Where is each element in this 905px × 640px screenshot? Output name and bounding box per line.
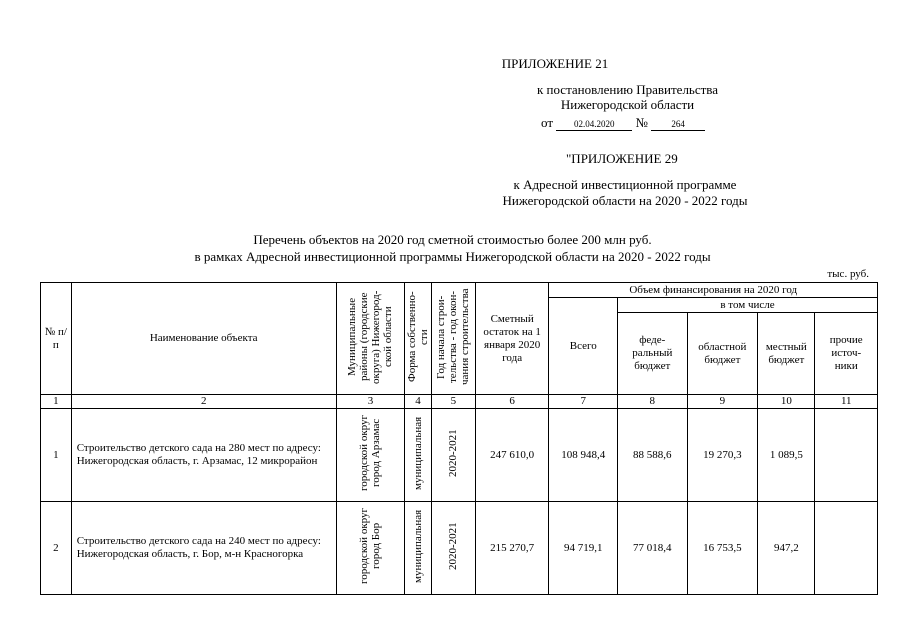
row-district-text: городской округ город Бор <box>358 507 383 585</box>
program-line-2: Нижегородской области на 2020 - 2022 годы <box>502 193 748 208</box>
header-district-text: Муниципальные районы (городские округа) Нижегород-ской области <box>346 289 395 384</box>
appendix-29-title: "ПРИЛОЖЕНИЕ 29 <box>566 151 678 166</box>
row-num: 1 <box>41 409 72 502</box>
row-district <box>336 502 405 595</box>
col-number: 5 <box>431 395 475 409</box>
col-number: 3 <box>336 395 405 409</box>
row-total: 94 719,1 <box>549 502 618 595</box>
header-num: № п/п <box>41 283 72 395</box>
row-ownership <box>405 409 432 502</box>
number-field: 264 <box>651 118 705 131</box>
header-total: Всего <box>549 298 618 395</box>
row-num: 2 <box>41 502 72 595</box>
row-years-text: 2020-2021 <box>447 522 460 570</box>
row-other <box>815 502 878 595</box>
header-district <box>336 283 405 395</box>
header-other: прочие источ-ники <box>815 313 878 395</box>
row-name: Строительство детского сада на 240 мест по адресу: Нижегородская область, г. Бор, м-н Красногорка <box>71 502 336 595</box>
row-district <box>336 409 405 502</box>
objects-table <box>40 282 878 595</box>
col-number: 2 <box>71 395 336 409</box>
date-field: 02.04.2020 <box>556 118 632 131</box>
resolution-line-2: Нижегородской области <box>560 97 695 112</box>
row-other <box>815 409 878 502</box>
date-number-line <box>541 115 705 131</box>
col-number: 11 <box>815 395 878 409</box>
table-row <box>41 502 878 595</box>
header-federal: феде-ральный бюджет <box>618 313 688 395</box>
col-number: 6 <box>475 395 549 409</box>
row-years <box>431 409 475 502</box>
row-regional: 19 270,3 <box>687 409 758 502</box>
header-local: местный бюджет <box>758 313 815 395</box>
header-ownership-text: Форма собственно-сти <box>406 291 431 382</box>
table-row <box>41 409 878 502</box>
header-ownership <box>405 283 432 395</box>
units-label: тыс. руб. <box>827 268 869 280</box>
row-local: 1 089,5 <box>758 409 815 502</box>
row-regional: 16 753,5 <box>687 502 758 595</box>
header-balance: Сметный остаток на 1 января 2020 года <box>475 283 549 395</box>
row-total: 108 948,4 <box>549 409 618 502</box>
appendix-21-title: ПРИЛОЖЕНИЕ 21 <box>501 56 609 71</box>
row-ownership-text: муниципальная <box>412 416 425 490</box>
row-balance: 215 270,7 <box>475 502 549 595</box>
row-district-text: городской округ город Арзамас <box>358 414 383 492</box>
row-federal: 88 588,6 <box>618 409 688 502</box>
row-years <box>431 502 475 595</box>
row-ownership <box>405 502 432 595</box>
col-number: 4 <box>405 395 432 409</box>
row-name: Строительство детского сада на 280 мест по адресу: Нижегородская область, г. Арзамас, 12 микрорайон <box>71 409 336 502</box>
date-prefix: от <box>541 115 554 130</box>
header-years <box>431 283 475 395</box>
col-number: 10 <box>758 395 815 409</box>
document-title-line-2: в рамках Адресной инвестиционной программы Нижегородской области на 2020 - 2022 годы <box>194 249 711 264</box>
row-ownership-text: муниципальная <box>412 509 425 583</box>
row-local: 947,2 <box>758 502 815 595</box>
document-title-line-1: Перечень объектов на 2020 год сметной стоимостью более 200 млн руб. <box>253 232 652 247</box>
row-balance: 247 610,0 <box>475 409 549 502</box>
row-years-text: 2020-2021 <box>447 429 460 477</box>
header-financing: Объем финансирования на 2020 год <box>549 283 878 298</box>
resolution-line-1: к постановлению Правительства <box>536 82 719 97</box>
header-regional: областной бюджет <box>687 313 758 395</box>
col-number: 1 <box>41 395 72 409</box>
row-federal: 77 018,4 <box>618 502 688 595</box>
header-including: в том числе <box>618 298 878 313</box>
col-number: 8 <box>618 395 688 409</box>
number-prefix: № <box>635 115 648 130</box>
program-line-1: к Адресной инвестиционной программе <box>513 177 737 192</box>
col-number: 7 <box>549 395 618 409</box>
header-name: Наименование объекта <box>71 283 336 395</box>
header-years-text: Год начала строи-тельства - год окон-чания строительства <box>435 288 472 385</box>
col-number: 9 <box>687 395 758 409</box>
